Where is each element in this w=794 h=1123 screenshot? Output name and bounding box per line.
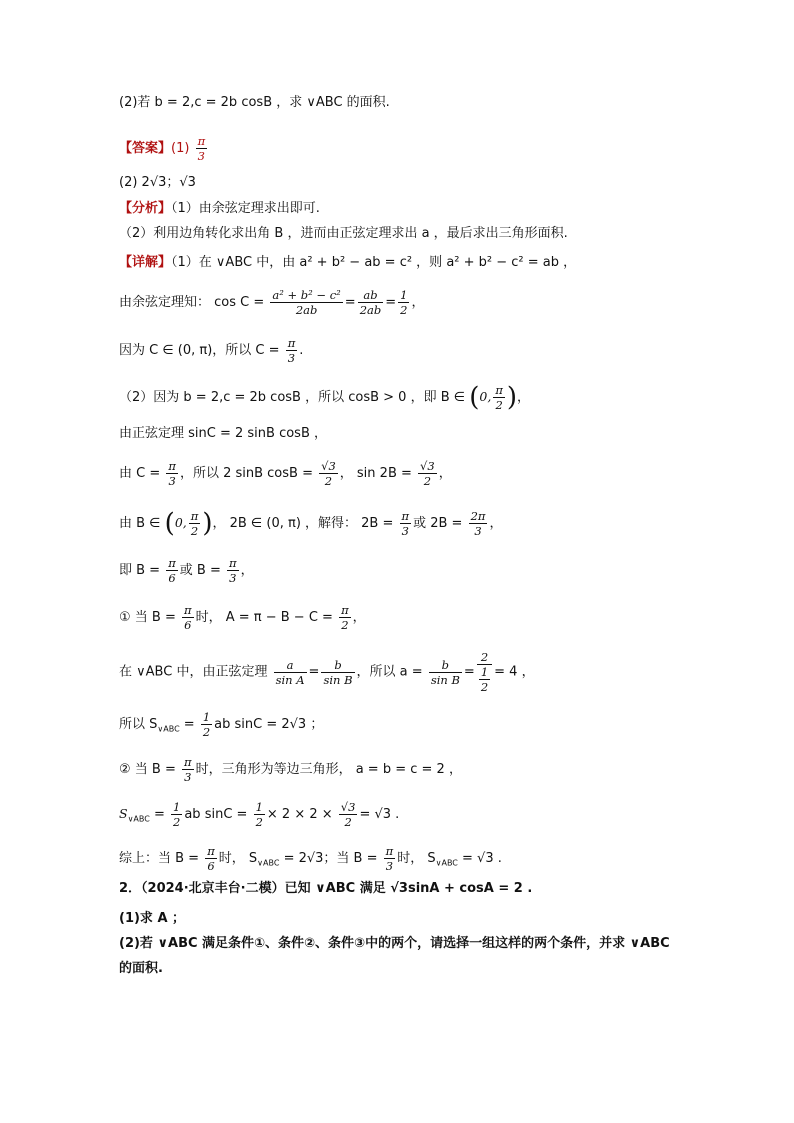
answer-line-2: (2) 2√3；√3 [119, 175, 196, 190]
fraction-denominator: 2 [341, 618, 349, 632]
summary-line [119, 844, 502, 873]
answer-line-1 [119, 134, 209, 163]
case1-line-2: 在 ∨ABC 中，由正弦定理 $\frac{a}{\text{sin A}}$ = $\frac{b}{\text{sin B}}$ ，所以 a = $\frac{b}{\text{sin B}}$ = $\frac{2}{\frac{1}{2}}$ = 4 ， [119, 650, 535, 694]
fraction-denominator: 3 [197, 149, 205, 163]
detail-text-8b: 或 B = [179, 563, 221, 578]
question-2-part2-continued: 的面积. [119, 961, 163, 976]
case2-text-a: ② 当 B = [119, 762, 176, 777]
detail-line-5: 由正弦定理 sinC = 2 sinB cosB ， [119, 426, 327, 441]
case1-line-3: 所以 $S_{\vee ABC}$ = $\frac{1}{2}$ ab sinC = 2√3 ； [119, 710, 324, 739]
detail-line-4: （2）因为 b = 2,c = 2b cosB ，所以 cosB > 0 ，即 B ∈ (0, $\frac{\pi}{2}$ )， [119, 382, 531, 413]
summary-text-b: 时， S [218, 851, 258, 866]
fraction-numerator: 1 [255, 800, 263, 814]
one-half-fraction-4 [254, 800, 265, 829]
fraction-numerator: 1 [202, 710, 211, 724]
cosine-fraction-2 [358, 288, 384, 317]
fraction-denominator: 2 [480, 680, 489, 694]
summary-text-a: 综上：当 B = [119, 851, 200, 866]
cosine-fraction-1 [270, 288, 342, 317]
fraction-denominator: sin A [275, 672, 305, 687]
fraction-denominator: 2 [344, 815, 352, 829]
fraction-denominator: 3 [401, 524, 409, 538]
detail-text-6c: ， sin 2B = [339, 466, 412, 481]
complex-fraction [477, 650, 492, 694]
fraction-denominator: 2 [255, 815, 263, 829]
detail-line-3: 因为 C ∈ (0, π)，所以 C = $\frac{\pi}{3}$ . [119, 336, 304, 365]
fraction-denominator: 2 [400, 303, 408, 317]
question-2-part2: (2)若 ∨ABC 满足条件①、条件②、条件③中的两个，请选择一组这样的两个条件，并求 ∨ABC [119, 936, 670, 951]
interval-start: 0, [479, 389, 492, 404]
summary-text-e: = √3 . [462, 851, 502, 866]
fraction-numerator: π [207, 844, 215, 858]
analysis-line-2: （2）利用边角转化求出角 B ，进而由正弦定理求出 a ，最后求出三角形面积. [119, 226, 568, 241]
fraction-numerator: ab [358, 288, 384, 303]
fraction-numerator: π [190, 509, 199, 523]
detail-line-6: 由 C = $\frac{\pi}{3}$ ，所以 2 sinB cosB = $\frac{√3}{2}$ ， sin 2B = $\frac{√3}{2}$ ， [119, 459, 452, 488]
case1-text-a: ① 当 B = [119, 610, 176, 625]
case2-text-e: = √3 . [359, 807, 400, 822]
area-subscript: ∨ABC [127, 814, 150, 824]
case1-text-e: = 4 ， [494, 664, 535, 680]
fraction-numerator: a² + b² − c² [272, 288, 341, 302]
case1-text-f: ab sinC = 2√3 ； [214, 717, 324, 732]
fraction-numerator: π [184, 755, 192, 769]
cosine-fraction-3 [398, 288, 409, 317]
b-over-sinB-fraction-2 [429, 658, 462, 687]
fraction-numerator: π [495, 383, 503, 397]
case1-text-c: 在 ∨ABC 中，由正弦定理 [119, 664, 268, 680]
pi-over-3-fraction-4 [384, 844, 396, 873]
pi-over-3-fraction-2 [227, 556, 239, 585]
fraction-denominator: sin B [430, 672, 460, 687]
case1-text-b: 时， A = π − B − C = [195, 610, 333, 625]
fraction-numerator: π [197, 134, 206, 148]
pi-over-2-fraction-3 [339, 603, 351, 632]
fraction-denominator: 3 [385, 859, 394, 873]
case2-line-2: $S_{\vee ABC}$ = $\frac{1}{2}$ ab sinC = $\frac{1}{2}$ × 2 × 2 × $\frac{√3}{2}$ = √3 . [119, 800, 400, 829]
analysis-tag: 【分析】 [119, 201, 172, 216]
detail-text-7a: 由 B ∈ [119, 516, 161, 531]
fraction-numerator: π [229, 556, 237, 570]
fraction-denominator: 3 [287, 351, 296, 365]
detail-text-8a: 即 B = [119, 563, 161, 578]
detail-text-4-end: ， [517, 390, 531, 405]
fraction-denominator: 2 [173, 815, 181, 829]
detail-tag: 【详解】 [119, 255, 172, 270]
area-label: 所以 S [119, 717, 158, 732]
one-half-fraction [479, 665, 490, 694]
pi-over-3-fraction [400, 509, 412, 538]
fraction-denominator: 6 [168, 571, 176, 585]
case2-text-d: × 2 × 2 × [266, 807, 333, 822]
case2-text-b: 时，三角形为等边三角形， a = b = c = 2 ， [195, 762, 462, 777]
fraction-denominator: 2ab [359, 303, 382, 317]
fraction-numerator: π [385, 844, 394, 858]
fraction-denominator: 2ab [295, 303, 318, 317]
fraction-numerator: 2π [470, 509, 486, 523]
area-subscript: ∨ABC [157, 724, 180, 734]
case1-text-d: ，所以 a = [356, 664, 423, 680]
detail-text-1: （1）在 ∨ABC 中，由 a² + b² − ab = c² ，则 a² + b² − c² = ab ， [171, 255, 577, 270]
two-pi-over-3-fraction [469, 509, 488, 538]
b-over-sinB-fraction [321, 658, 354, 687]
area-subscript: ∨ABC [435, 858, 458, 868]
answer-part1-fraction [196, 134, 208, 163]
fraction-numerator: 1 [480, 665, 489, 679]
cosine-rule-label: 由余弦定理知： cos C = [119, 295, 265, 310]
fraction-denominator: 6 [207, 859, 215, 873]
one-half-fraction-2 [201, 710, 212, 739]
fraction-denominator: 2 [423, 474, 432, 488]
detail-text-3: 因为 C ∈ (0, π)，所以 C = [119, 343, 280, 358]
pi-over-6-fraction-2 [182, 603, 194, 632]
area-subscript: ∨ABC [257, 858, 280, 868]
fraction-numerator: π [184, 603, 192, 617]
analysis-line-1 [119, 200, 320, 218]
one-half-fraction-3 [171, 800, 182, 829]
detail-line-8: 即 B = $\frac{\pi}{6}$ 或 B = $\frac{\pi}{3}$ ， [119, 556, 254, 585]
pi-over-6-fraction [166, 556, 178, 585]
case2-line-1 [119, 755, 462, 784]
summary-text-c: = 2√3；当 B = [283, 851, 378, 866]
fraction-numerator: 1 [173, 800, 181, 814]
sqrt3-over-2-fraction-2 [418, 459, 437, 488]
question-2-title: 2．（2024·北京丰台·二模）已知 ∨ABC 满足 √3sinA + cosA = 2 . [119, 881, 533, 896]
fraction-numerator: π [287, 336, 296, 350]
fraction-numerator: √3 [340, 800, 356, 814]
fraction-numerator: π [401, 509, 410, 523]
detail-text-7b: ， 2B ∈ (0, π) ，解得： 2B = [212, 516, 394, 531]
sqrt3-over-2-fraction [319, 459, 338, 488]
fraction-denominator: 2 [495, 398, 503, 412]
fraction-denominator: sin B [323, 672, 353, 687]
pi-over-2-fraction-2 [189, 509, 201, 538]
fraction-numerator: 2 [477, 650, 492, 665]
answer-tag: 【答案】 [119, 141, 172, 156]
fraction-numerator: 1 [400, 288, 408, 302]
fraction-numerator: π [341, 603, 349, 617]
fraction-denominator: 2 [202, 725, 211, 739]
fraction-numerator: b [321, 658, 354, 673]
c-fraction [166, 459, 178, 488]
question-2-part1: (1)求 A ； [119, 911, 186, 926]
detail-line-7: 由 B ∈ (0, $\frac{\pi}{2}$ )， 2B ∈ (0, π) ，解得： 2B = $\frac{\pi}{3}$ 或 2B = $\frac{2\pi}{3}$ ， [119, 508, 503, 539]
fraction-numerator: π [168, 556, 176, 570]
pi-over-3-fraction-3 [182, 755, 194, 784]
fraction-denominator: 3 [184, 770, 192, 784]
detail-text-6b: ，所以 2 sinB cosB = [179, 466, 313, 481]
sqrt3-over-2-fraction-3 [339, 800, 358, 829]
detail-text-4: （2）因为 b = 2,c = 2b cosB ，所以 cosB > 0 ，即 B ∈ [119, 390, 466, 405]
case1-line-1: ① 当 B = $\frac{\pi}{6}$ 时， A = π − B − C = $\frac{\pi}{2}$ ， [119, 603, 366, 632]
fraction-denominator: 3 [229, 571, 237, 585]
fraction-numerator: π [168, 459, 176, 473]
detail-line-2: 由余弦定理知： cos C = $\frac{\text{a² + b² − c²}}{2ab}$ = $\frac{ab}{2ab}$ = $\frac{1}{2}$ ， [119, 288, 425, 317]
c-value-fraction [286, 336, 298, 365]
fraction-denominator [477, 665, 492, 694]
detail-text-6a: 由 C = [119, 466, 161, 481]
analysis-text-1: （1）由余弦定理求出即可. [171, 201, 320, 216]
previous-question-part2: (2)若 b = 2,c = 2b cosB ，求 ∨ABC 的面积. [119, 95, 390, 110]
detail-text-7c: 或 2B = [413, 516, 463, 531]
pi-over-6-fraction-3 [205, 844, 217, 873]
fraction-denominator: 6 [184, 618, 192, 632]
fraction-numerator: √3 [321, 459, 336, 473]
case2-text-c: ab sinC = [184, 807, 248, 822]
a-over-sinA-fraction [274, 658, 307, 687]
pi-over-2-fraction [493, 383, 505, 412]
fraction-denominator: 2 [190, 524, 199, 538]
fraction-denominator: 3 [168, 474, 176, 488]
detail-line-1 [119, 254, 576, 272]
fraction-numerator: b [429, 658, 462, 673]
answer-part1-label: (1) [171, 141, 194, 156]
fraction-numerator: √3 [420, 459, 435, 473]
fraction-denominator: 2 [324, 474, 333, 488]
fraction-numerator: a [274, 658, 307, 673]
fraction-denominator: 3 [474, 524, 482, 538]
summary-text-d: 时， S [397, 851, 436, 866]
